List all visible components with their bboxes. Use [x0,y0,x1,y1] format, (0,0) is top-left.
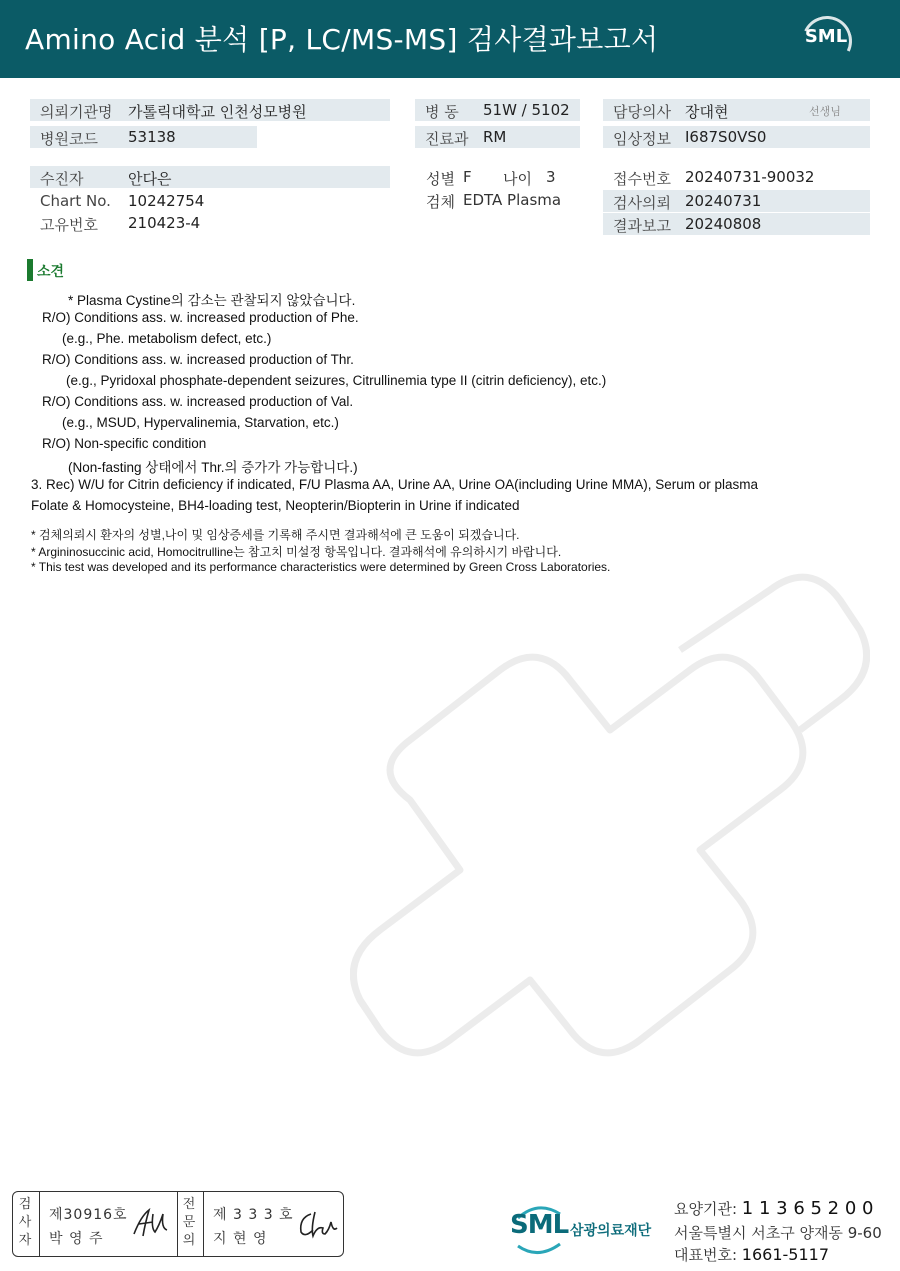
doctor-field [603,99,870,121]
age-value: 3 [546,168,556,186]
doctor-suffix: 선생님 [809,105,841,118]
clinical-label: 임상정보 [613,130,671,148]
specialist-label: 전 문 의 [182,1197,196,1248]
chart-field [30,190,390,212]
report-date-field [603,213,870,235]
doctor-value: 장대현 [685,103,729,121]
finding-line: 3. Rec) W/U for Citrin deficiency if indicated, F/U Plasma AA, Urine AA, Urine OA(including Urine MMA), Serum or plasma [31,477,758,492]
footer-logo-text: SML [510,1210,569,1240]
finding-line: Folate & Homocysteine, BH4-loading test, Neopterin/Biopterin in Urine if indicated [31,498,520,513]
request-value: 20240731 [685,192,762,210]
ward-field [415,99,580,121]
report-date-value: 20240808 [685,215,762,233]
org-name: 삼광의료재단 [570,1223,652,1239]
finding-line: (e.g., MSUD, Hypervalinemia, Starvation, etc.) [62,415,339,430]
finding-line: R/O) Conditions ass. w. increased production of Phe. [42,310,359,325]
finding-line: R/O) Conditions ass. w. increased production of Thr. [42,352,354,367]
age-label: 나이 [503,170,532,188]
note-line: * Argininosuccinic acid, Homocitrulline는 참고치 미설정 항목입니다. 결과해석에 유의하시기 바랍니다. [31,545,562,559]
dept-label: 진료과 [425,130,469,148]
finding-line: R/O) Non-specific condition [42,436,207,451]
findings-title: 소견 [37,264,65,280]
note-line: * 검체의뢰시 환자의 성별,나이 및 임상증세를 기록해 주시면 결과해석에 큰 도움이 되겠습니다. [31,528,520,542]
note-line: * This test was developed and its performance characteristics were determined by Green Cross Laboratories. [31,560,611,574]
finding-line: (Non-fasting 상태에서 Thr.의 증가가 가능합니다.) [68,460,358,475]
chart-value: 10242754 [128,192,205,210]
phone: 대표번호: 1661-5117 [674,1245,830,1264]
institution-value: 가톨릭대학교 인천성모병원 [128,103,307,121]
finding-line: R/O) Conditions ass. w. increased production of Val. [42,394,354,409]
patient-label: 수진자 [40,170,84,188]
specialist-number: 제 3 3 3 호 [213,1207,294,1223]
report-title: Amino Acid 분석 [P, LC/MS-MS] 검사결과보고서 [25,23,659,56]
institution-code: 요양기관: 1 1 3 6 5 2 0 0 [674,1198,874,1219]
examiner-signature-icon [131,1206,173,1240]
hospital-code-label: 병원코드 [40,130,98,148]
signature-box [12,1191,344,1257]
request-label: 검사의뢰 [613,194,671,212]
dept-field [415,126,580,148]
section-marker [27,259,33,281]
hospital-code-value: 53138 [128,128,176,146]
unique-field [30,212,390,234]
chart-label: Chart No. [40,192,111,210]
doctor-label: 담당의사 [613,103,671,121]
receipt-field [603,166,870,188]
finding-line: (e.g., Pyridoxal phosphate-dependent seizures, Citrullinemia type II (citrin deficiency), etc.) [66,373,607,388]
ward-value: 51W / 5102 [483,101,570,119]
specialist-name: 지 현 영 [213,1231,268,1247]
footer-logo [510,1200,670,1258]
specimen-label: 검체 [426,193,455,211]
clinical-value: I687S0VS0 [685,128,767,146]
ward-label: 병 동 [425,103,459,121]
examiner-label: 검 사 자 [18,1197,32,1248]
receipt-label: 접수번호 [613,170,671,188]
report-header [0,0,900,78]
finding-line: * Plasma Cystine의 감소는 관찰되지 않았습니다. [68,293,356,308]
examiner-number: 제30916호 [49,1207,128,1223]
sex-label: 성별 [426,170,455,188]
patient-value: 안다은 [128,170,172,188]
hospital-code-field [30,126,257,148]
report-date-label: 결과보고 [613,217,671,235]
address: 서울특별시 서초구 양재동 9-60 [674,1224,882,1242]
examiner-name: 박 영 주 [49,1231,104,1247]
institution-field [30,99,390,121]
request-field [603,190,870,212]
clinical-field [603,126,870,148]
institution-label: 의뢰기관명 [40,103,113,121]
specialist-signature-icon [295,1208,339,1242]
specimen-value: EDTA Plasma [463,191,562,209]
finding-line: (e.g., Phe. metabolism defect, etc.) [62,331,272,346]
receipt-value: 20240731-90032 [685,168,815,186]
patient-field [30,166,390,188]
dept-value: RM [483,128,507,146]
unique-label: 고유번호 [40,216,98,234]
sml-logo: SML [800,14,852,64]
cross-watermark-icon [350,570,870,1070]
sex-value: F [463,168,472,186]
unique-value: 210423-4 [128,214,201,232]
